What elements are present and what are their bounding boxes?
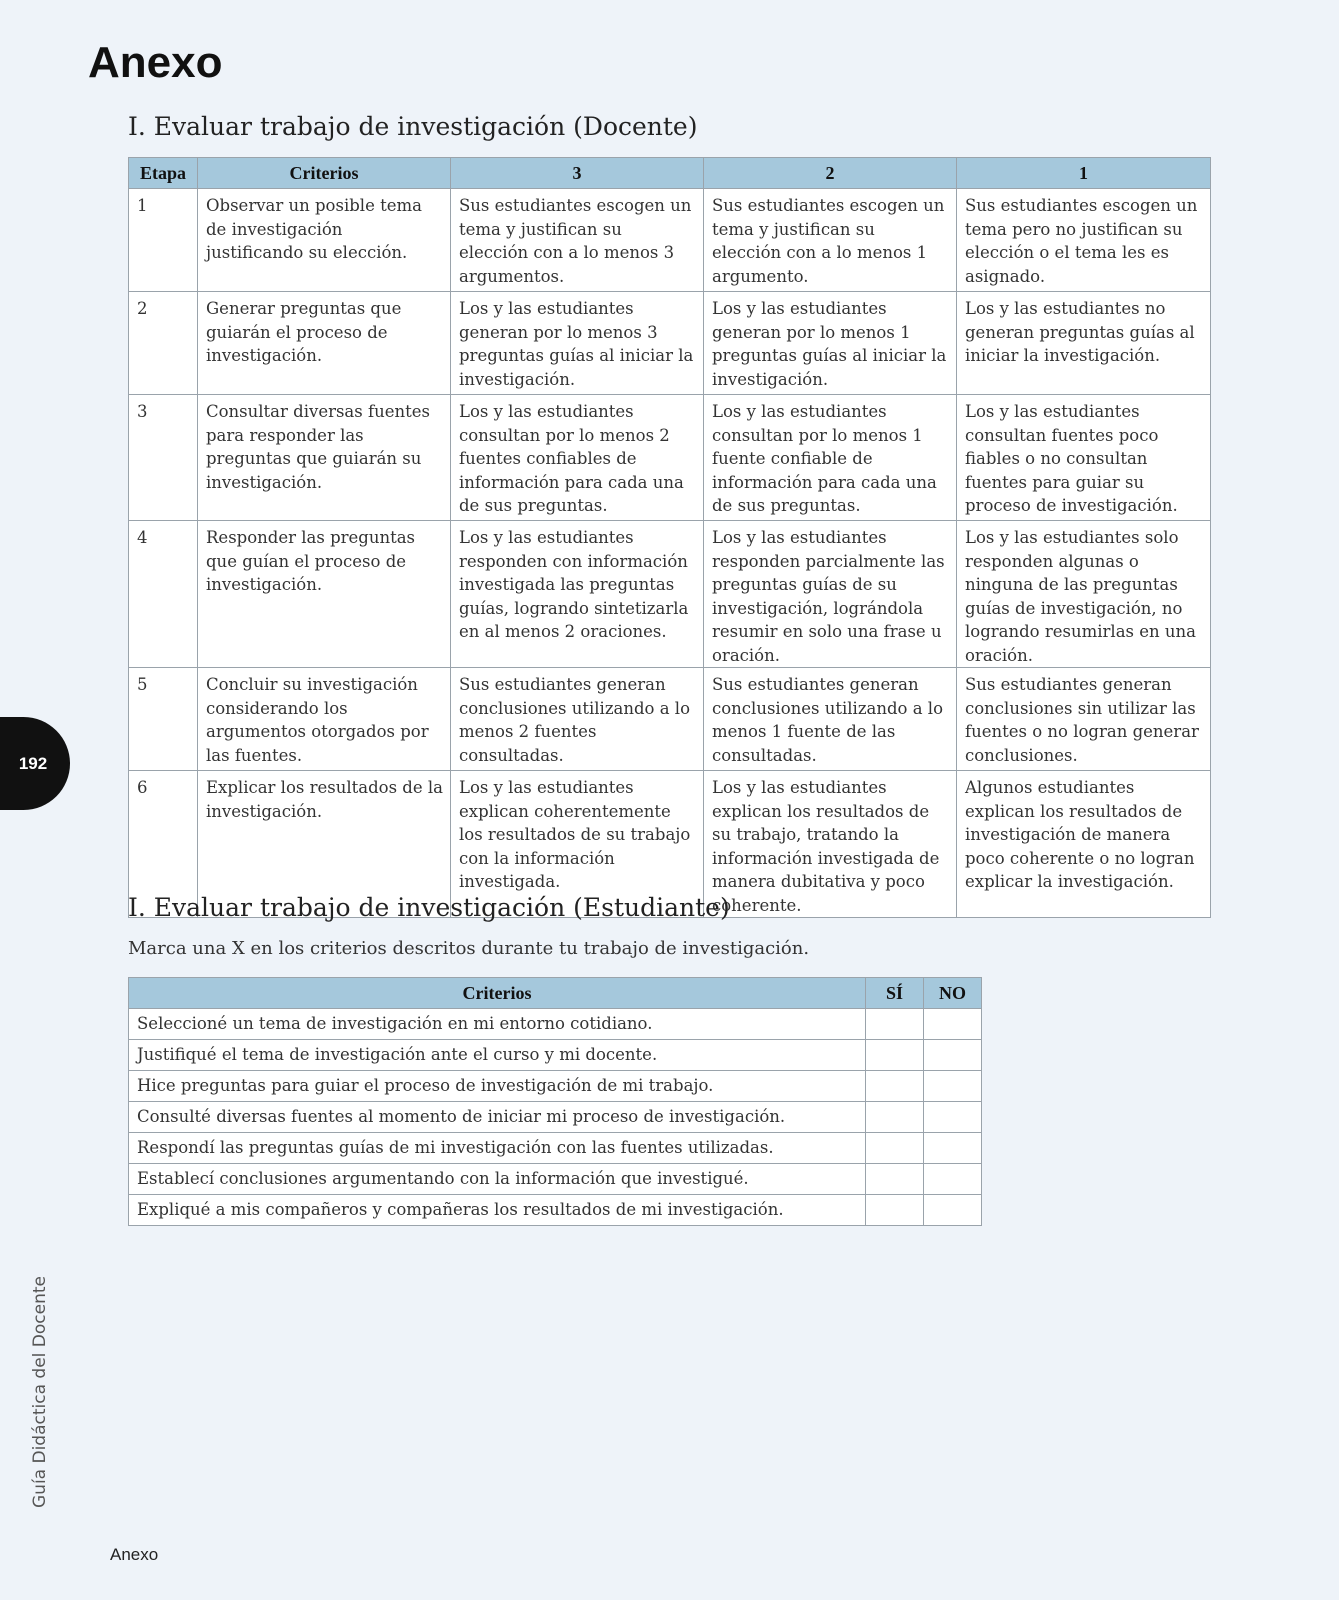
level-1-cell: Sus estudiantes escogen un tema pero no justifican su elección o el tema les es asignado.: [957, 189, 1211, 292]
level-3-cell: Los y las estudiantes responden con información investigada las preguntas guías, logrando sintetizarla en al menos 2 oraciones.: [451, 521, 704, 668]
si-checkbox-cell[interactable]: [866, 1009, 924, 1040]
header-level-1: 1: [957, 158, 1211, 189]
docente-rubric-table: [128, 157, 1211, 918]
table-header-row: [129, 158, 1211, 189]
criterio-cell: Respondí las preguntas guías de mi investigación con las fuentes utilizadas.: [129, 1133, 866, 1164]
header-etapa: Etapa: [129, 158, 198, 189]
no-checkbox-cell[interactable]: [924, 1195, 982, 1226]
table-row: [129, 1133, 982, 1164]
criterio-cell: Hice preguntas para guiar el proceso de investigación de mi trabajo.: [129, 1071, 866, 1102]
no-checkbox-cell[interactable]: [924, 1071, 982, 1102]
header-level-3: 3: [451, 158, 704, 189]
level-3-cell: Los y las estudiantes explican coherentemente los resultados de su trabajo con la información investigada.: [451, 771, 704, 918]
no-checkbox-cell[interactable]: [924, 1102, 982, 1133]
table-row: [129, 668, 1211, 771]
si-checkbox-cell[interactable]: [866, 1102, 924, 1133]
level-1-cell: Los y las estudiantes consultan fuentes poco fiables o no consultan fuentes para guiar su proceso de investigación.: [957, 395, 1211, 521]
table-row: [129, 1102, 982, 1133]
table-row: [129, 1040, 982, 1071]
level-2-cell: Sus estudiantes escogen un tema y justifican su elección con a lo menos 1 argumento.: [704, 189, 957, 292]
level-3-cell: Los y las estudiantes consultan por lo menos 2 fuentes confiables de información para cada una de sus preguntas.: [451, 395, 704, 521]
si-checkbox-cell[interactable]: [866, 1071, 924, 1102]
table-row: [129, 1164, 982, 1195]
level-1-cell: Los y las estudiantes solo responden algunas o ninguna de las preguntas guías de investigación, no logrando resumirlas en una oración.: [957, 521, 1211, 668]
criterio-cell: Justifiqué el tema de investigación ante el curso y mi docente.: [129, 1040, 866, 1071]
criterio-cell: Concluir su investigación considerando los argumentos otorgados por las fuentes.: [198, 668, 451, 771]
etapa-cell: 2: [129, 292, 198, 395]
criterio-cell: Explicar los resultados de la investigación.: [198, 771, 451, 918]
criterio-cell: Observar un posible tema de investigación justificando su elección.: [198, 189, 451, 292]
criterio-cell: Generar preguntas que guiarán el proceso de investigación.: [198, 292, 451, 395]
header-level-2: 2: [704, 158, 957, 189]
no-checkbox-cell[interactable]: [924, 1133, 982, 1164]
criterio-cell: Establecí conclusiones argumentando con la información que investigué.: [129, 1164, 866, 1195]
criterio-cell: Consultar diversas fuentes para responder las preguntas que guiarán su investigación.: [198, 395, 451, 521]
level-2-cell: Los y las estudiantes generan por lo menos 1 preguntas guías al iniciar la investigación.: [704, 292, 957, 395]
etapa-cell: 4: [129, 521, 198, 668]
level-1-cell: Sus estudiantes generan conclusiones sin utilizar las fuentes o no logran generar conclusiones.: [957, 668, 1211, 771]
si-checkbox-cell[interactable]: [866, 1195, 924, 1226]
criterio-cell: Consulté diversas fuentes al momento de iniciar mi proceso de investigación.: [129, 1102, 866, 1133]
criterio-cell: Responder las preguntas que guían el proceso de investigación.: [198, 521, 451, 668]
page-title: Anexo: [88, 38, 223, 87]
level-2-cell: Los y las estudiantes explican los resultados de su trabajo, tratando la información investigada de manera dubitativa y poco coherente.: [704, 771, 957, 918]
header-si: SÍ: [866, 978, 924, 1009]
no-checkbox-cell[interactable]: [924, 1164, 982, 1195]
level-1-cell: Algunos estudiantes explican los resultados de investigación de manera poco coherente o no logran explicar la investigación.: [957, 771, 1211, 918]
etapa-cell: 1: [129, 189, 198, 292]
level-2-cell: Sus estudiantes generan conclusiones utilizando a lo menos 1 fuente de las consultadas.: [704, 668, 957, 771]
estudiante-section-title: I. Evaluar trabajo de investigación (Estudiante): [128, 893, 730, 922]
etapa-cell: 6: [129, 771, 198, 918]
estudiante-checklist-table: [128, 977, 982, 1226]
si-checkbox-cell[interactable]: [866, 1040, 924, 1071]
table-row: [129, 292, 1211, 395]
criterio-cell: Expliqué a mis compañeros y compañeras los resultados de mi investigación.: [129, 1195, 866, 1226]
table-row: [129, 1071, 982, 1102]
criterio-cell: Seleccioné un tema de investigación en mi entorno cotidiano.: [129, 1009, 866, 1040]
header-criterios: Criterios: [129, 978, 866, 1009]
header-no: NO: [924, 978, 982, 1009]
footer-section-label: Anexo: [110, 1545, 159, 1564]
si-checkbox-cell[interactable]: [866, 1133, 924, 1164]
etapa-cell: 5: [129, 668, 198, 771]
docente-section-title: I. Evaluar trabajo de investigación (Docente): [128, 112, 698, 141]
table-row: [129, 521, 1211, 668]
etapa-cell: 3: [129, 395, 198, 521]
header-criterios: Criterios: [198, 158, 451, 189]
no-checkbox-cell[interactable]: [924, 1009, 982, 1040]
no-checkbox-cell[interactable]: [924, 1040, 982, 1071]
level-3-cell: Sus estudiantes escogen un tema y justifican su elección con a lo menos 3 argumentos.: [451, 189, 704, 292]
table-header-row: [129, 978, 982, 1009]
si-checkbox-cell[interactable]: [866, 1164, 924, 1195]
side-book-label: Guía Didáctica del Docente: [30, 1276, 50, 1508]
page-number-tab: 192: [0, 717, 70, 810]
table-row: [129, 395, 1211, 521]
level-3-cell: Los y las estudiantes generan por lo menos 3 preguntas guías al iniciar la investigación.: [451, 292, 704, 395]
level-2-cell: Los y las estudiantes responden parcialmente las preguntas guías de su investigación, lográndola resumir en solo una frase u oración.: [704, 521, 957, 668]
instructions-text: Marca una X en los criterios descritos durante tu trabajo de investigación.: [128, 938, 810, 959]
level-2-cell: Los y las estudiantes consultan por lo menos 1 fuente confiable de información para cada una de sus preguntas.: [704, 395, 957, 521]
table-row: [129, 189, 1211, 292]
table-row: [129, 1195, 982, 1226]
table-row: [129, 1009, 982, 1040]
level-1-cell: Los y las estudiantes no generan preguntas guías al iniciar la investigación.: [957, 292, 1211, 395]
level-3-cell: Sus estudiantes generan conclusiones utilizando a lo menos 2 fuentes consultadas.: [451, 668, 704, 771]
